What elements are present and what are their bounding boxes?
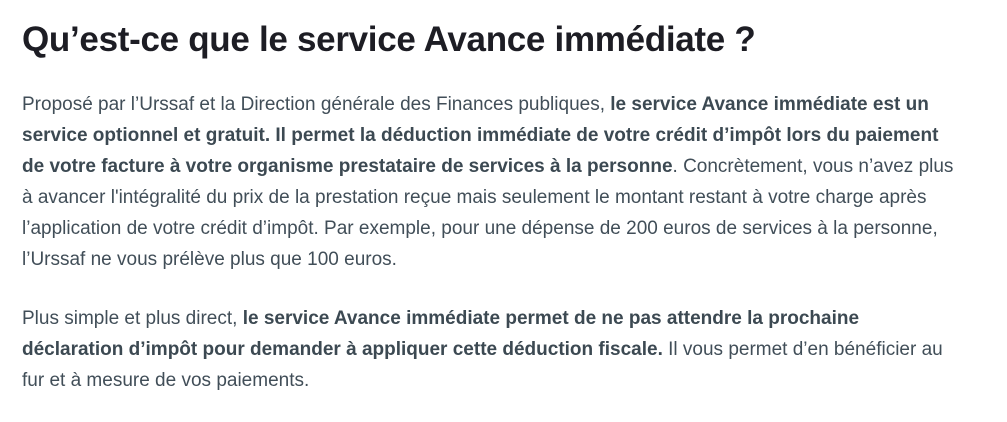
text-segment: Proposé par l’Urssaf et la Direction générale des Finances publiques, [22, 93, 611, 115]
paragraph [22, 303, 963, 396]
page-title: Qu’est-ce que le service Avance immédiate ? [22, 20, 756, 59]
paragraph [22, 89, 963, 275]
paragraphs [22, 89, 963, 396]
text-segment: Il vous permet d’en bénéficier au fur et à mesure de vos paiements. [22, 338, 943, 391]
text-segment: Plus simple et plus direct, [22, 307, 243, 329]
bold-text-segment: le service Avance immédiate est un service optionnel et gratuit. Il permet la déduction immédiate de votre crédit d’impôt lors du paiement de votre facture à votre organisme prestataire de services à la personne [22, 93, 939, 177]
bold-text-segment: le service Avance immédiate permet de ne pas attendre la prochaine déclaration d’impôt pour demander à appliquer cette déduction fiscale. [22, 307, 860, 360]
text-segment: . Concrètement, vous n’avez plus à avancer l'intégralité du prix de la prestation reçue mais seulement le montant restant à votre charge après l’application de votre crédit d’impôt. Par exemple, pour une dépense de 200 euros de services à la personne, l’Urssaf ne vous prélève plus que 100 euros. [22, 155, 954, 270]
